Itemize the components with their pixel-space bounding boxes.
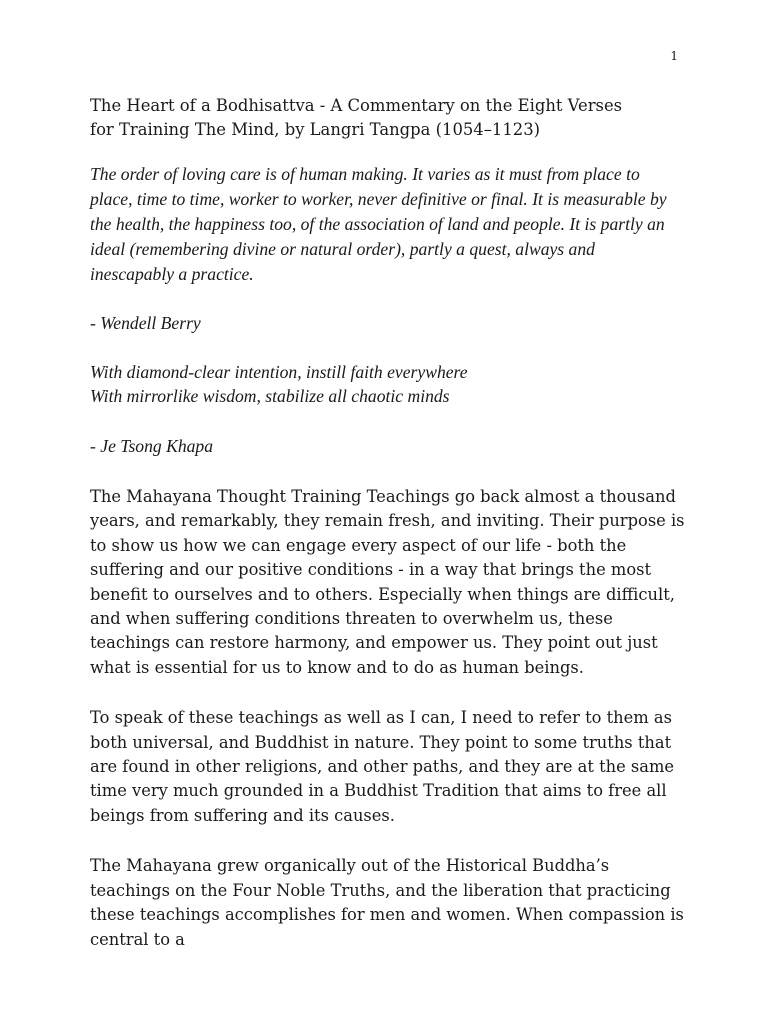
verse-attribution: - Je Tsong Khapa — [90, 436, 214, 456]
verse-line: With mirrorlike wisdom, stabilize all chaotic minds — [90, 386, 450, 406]
body-paragraph: To speak of these teachings as well as I can, I need to refer to them as both universal, and Buddhist in nature. They point to some truths that are found in other religions, and other paths, and they are at the same time very much grounded in a Buddhist Tradition that aims to free all beings from suffering and its causes. — [90, 708, 675, 825]
epigraph-attribution: - Wendell Berry — [90, 313, 201, 333]
verse-line: With diamond-clear intention, instill faith everywhere — [90, 362, 468, 382]
body-paragraph: The Mahayana Thought Training Teachings go back almost a thousand years, and remarkably, they remain fresh, and inviting. Their purpose is to show us how we can engage every aspect of our life - both the suffering and our positive conditions - in a way that brings the most benefit to ourselves and to others. Especially when things are difficult, and when suffering conditions threaten to overwhelm us, these teachings can restore harmony, and empower us. They point out just what is essential for us to know and to do as human beings. — [90, 487, 685, 677]
verse-epigraph — [90, 360, 690, 408]
document-title: The Heart of a Bodhisattva - A Commentary on the Eight Verses for Training The Mind, by Langri Tangpa (1054–1123) — [90, 96, 623, 139]
page-number: 1 — [670, 49, 678, 63]
document-body — [90, 94, 690, 952]
epigraph-quote: The order of loving care is of human making. It varies as it must from place to place, time to time, worker to worker, never definitive or final. It is measurable by the health, the happiness too, of the association of land and people. It is partly an ideal (remembering divine or natural order), partly a quest, always and inescapably a practice. — [90, 164, 667, 284]
body-paragraph: The Mahayana grew organically out of the Historical Buddha’s teachings on the Four Noble Truths, and the liberation that practicing these teachings accomplishes for men and women. When compassion is central to a — [90, 856, 684, 949]
